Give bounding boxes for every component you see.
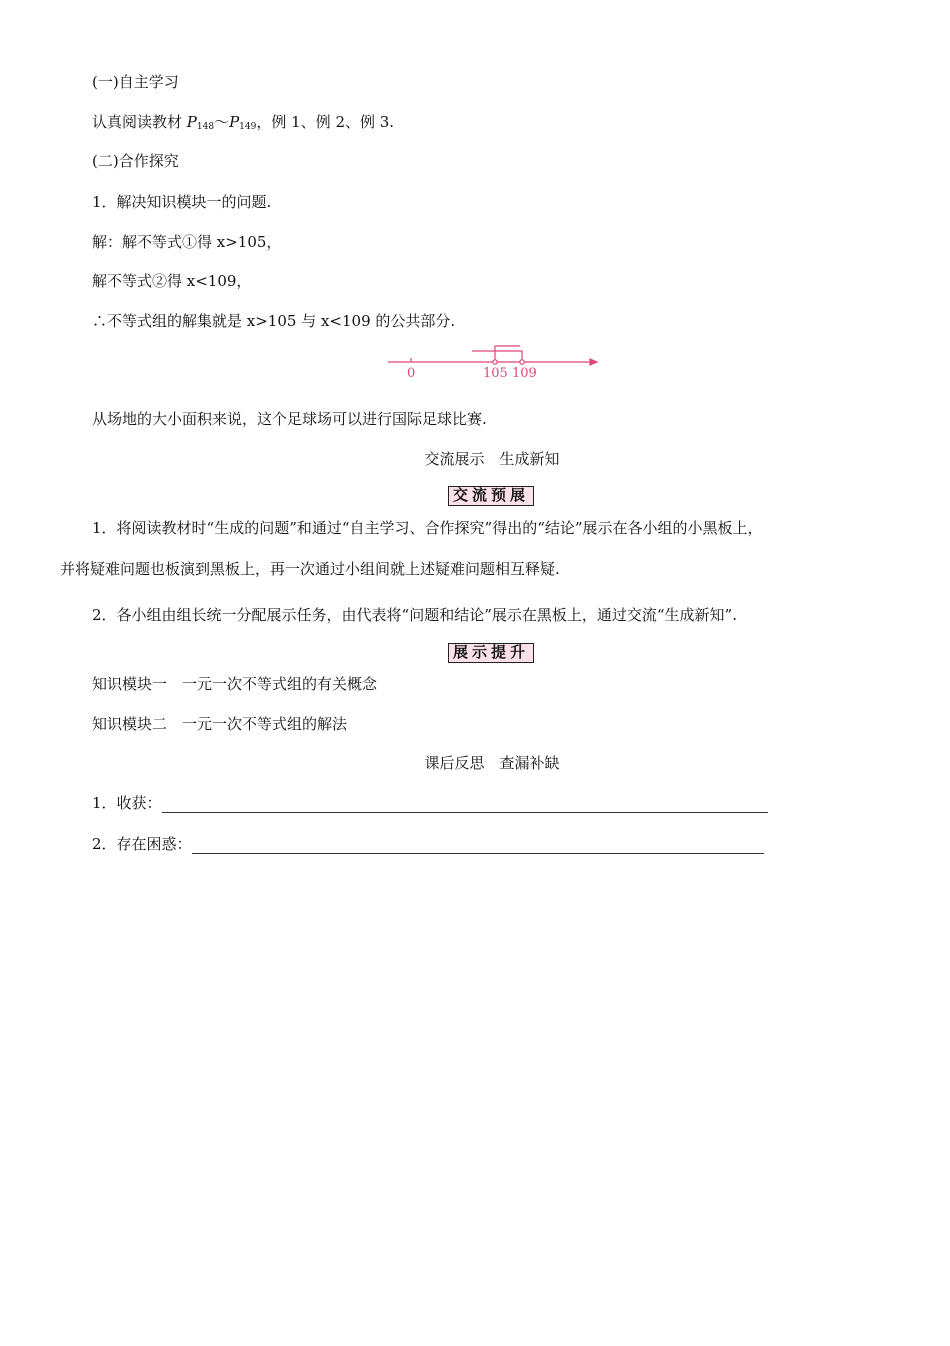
cooperation-heading: (二)合作探究: [92, 152, 179, 170]
solution-line-2: 解不等式②得 x<109，: [92, 272, 252, 290]
number-line-arrow: [590, 359, 597, 365]
self-study-heading: (一)自主学习: [92, 73, 179, 91]
knowledge-module-1: 知识模块一 一元一次不等式组的有关概念: [92, 675, 378, 693]
reflection-section-title: 课后反思 查漏补缺: [424, 754, 560, 772]
confusion-line: [92, 834, 764, 854]
point-105: [493, 360, 497, 364]
exchange-item-1-line-b: 并将疑难问题也板演到黑板上，再一次通过小组间就上述疑难问题相互释疑.: [60, 560, 560, 578]
label-0: 0: [407, 366, 416, 381]
exchange-item-1-line-a: 1．将阅读教材时“生成的问题”和通过“自主学习、合作探究”得出的“结论”展示在各小组的小黑板上，: [92, 519, 763, 537]
self-study-instruction: [92, 112, 394, 137]
self-study-text-pre: 认真阅读教材: [92, 113, 187, 131]
label-109: 109: [512, 366, 537, 381]
page-range-tilde: ～: [214, 113, 230, 131]
page-ref-start: P: [186, 113, 197, 131]
confusion-label: 2．存在困惑：: [92, 835, 192, 853]
conclusion-text: 从场地的大小面积来说，这个足球场可以进行国际足球比赛.: [92, 410, 487, 428]
solution-line-1: 解：解不等式①得 x>105，: [92, 233, 282, 251]
point-109: [520, 360, 524, 364]
confusion-answer-blank[interactable]: [192, 837, 764, 854]
page-ref-end-sub: 149: [239, 122, 257, 132]
page-ref-end: P: [229, 113, 240, 131]
promotion-badge: 展示提升: [448, 643, 534, 663]
solution-line-3: ∴不等式组的解集就是 x>105 与 x<109 的公共部分.: [92, 312, 456, 330]
exchange-item-2: 2．各小组由组长统一分配展示任务，由代表将“问题和结论”展示在黑板上，通过交流“生成新知”.: [92, 606, 737, 624]
number-line-figure: [386, 340, 600, 382]
cooperation-item-1: 1．解决知识模块一的问题.: [92, 193, 272, 211]
solution-bracket-105: [495, 346, 520, 362]
exchange-badge: 交流预展: [448, 486, 534, 506]
gain-label: 1．收获：: [92, 794, 162, 812]
label-105: 105: [483, 366, 508, 381]
page-ref-start-sub: 148: [196, 122, 215, 132]
gain-line: [92, 793, 768, 813]
gain-answer-blank[interactable]: [162, 796, 768, 813]
exchange-section-title: 交流展示 生成新知: [424, 450, 560, 468]
self-study-text-post: ，例 1、例 2、例 3.: [256, 113, 395, 131]
knowledge-module-2: 知识模块二 一元一次不等式组的解法: [92, 715, 348, 733]
